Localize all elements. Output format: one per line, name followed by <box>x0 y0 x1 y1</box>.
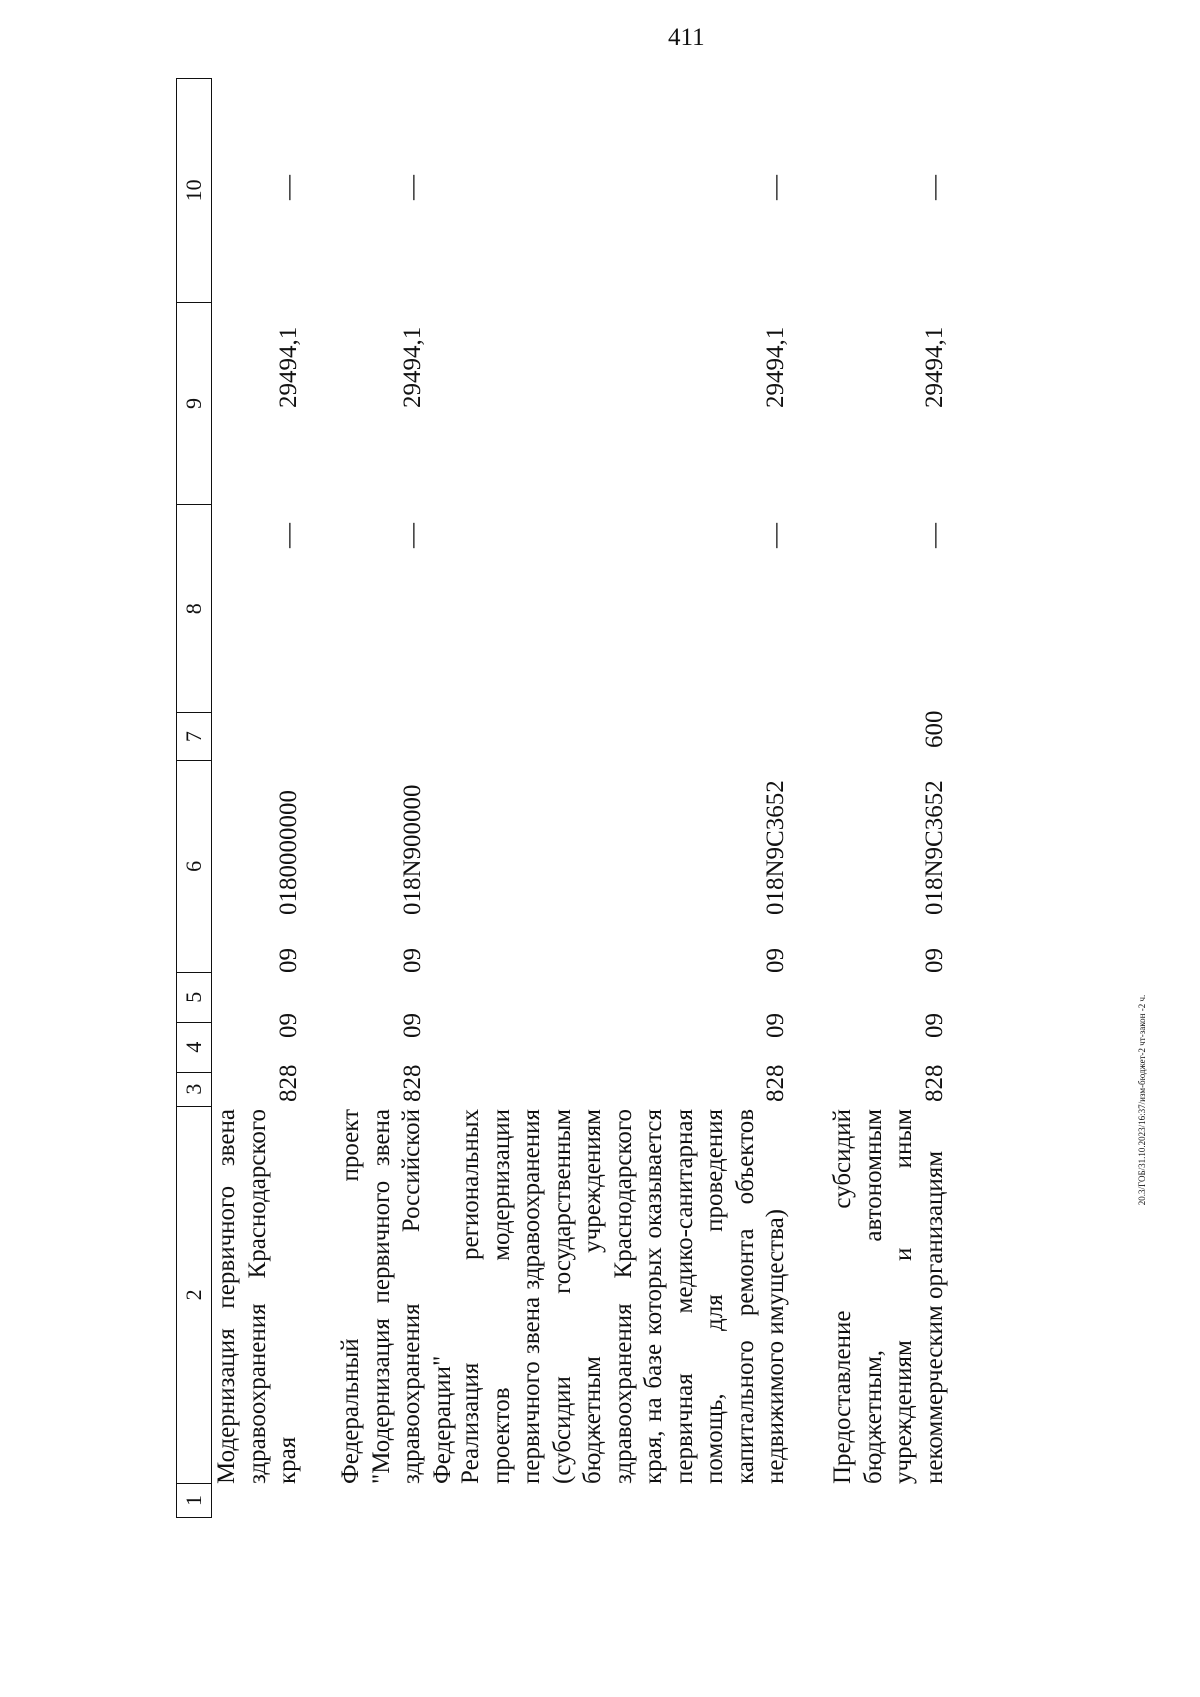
page-number: 411 <box>668 24 705 51</box>
row-col-9: 29494,1 <box>921 326 948 408</box>
table-header-row <box>176 78 212 1518</box>
row-col-4: 09 <box>399 1013 426 1038</box>
header-col-3: 3 <box>177 1072 211 1106</box>
row-col-6: 018N9С3652 <box>762 780 789 915</box>
row-name: Реализация региональных проектов модернизации первичного звена здравоохранения (субсидии государственным бюджетным учреждениям здравоохранения Краснодарского края, на базе которых оказывается первичная медико-санитарная помощь, для проведения капитального ремонта объектов недвижимого имущества) <box>457 1109 789 1484</box>
header-col-5: 5 <box>177 972 211 1022</box>
row-col-6: 018N9С3652 <box>921 780 948 915</box>
row-col-5: 09 <box>399 948 426 973</box>
row-col-6: 0180000000 <box>275 790 302 915</box>
row-name: Федеральный проект "Модернизация первичного звена здравоохранения Российской Федерации" <box>337 1109 456 1484</box>
header-col-4: 4 <box>177 1022 211 1072</box>
row-col-4: 09 <box>275 1013 302 1038</box>
row-col-4: 09 <box>921 1013 948 1038</box>
row-col-3: 828 <box>399 1064 426 1102</box>
header-col-2: 2 <box>177 1106 211 1483</box>
row-col-9: 29494,1 <box>762 326 789 408</box>
row-col-3: 828 <box>921 1064 948 1102</box>
header-col-6: 6 <box>177 760 211 972</box>
row-col-6: 018N900000 <box>399 784 426 915</box>
header-col-7: 7 <box>177 712 211 760</box>
row-col-8: — <box>399 523 426 548</box>
row-col-3: 828 <box>762 1064 789 1102</box>
row-col-5: 09 <box>762 948 789 973</box>
row-col-8: — <box>921 523 948 548</box>
row-col-5: 09 <box>921 948 948 973</box>
header-col-1: 1 <box>177 1483 211 1517</box>
row-col-10: — <box>275 175 302 200</box>
header-col-9: 9 <box>177 302 211 505</box>
document-footer-code: 20.3/ГОБ/31.10.2023/16:37/изм-бюджет-2 чт-закон -2 ч. <box>1137 994 1147 1206</box>
header-col-8: 8 <box>177 504 211 712</box>
header-col-10: 10 <box>181 179 206 202</box>
row-col-8: — <box>275 523 302 548</box>
row-col-9: 29494,1 <box>399 326 426 408</box>
row-col-9: 29494,1 <box>275 326 302 408</box>
row-col-5: 09 <box>275 948 302 973</box>
budget-table <box>176 78 1038 1518</box>
row-col-8: — <box>762 523 789 548</box>
row-col-3: 828 <box>275 1064 302 1102</box>
row-col-10: — <box>399 175 426 200</box>
row-col-10: — <box>762 175 789 200</box>
row-col-4: 09 <box>762 1013 789 1038</box>
row-name: Предоставление субсидий бюджетным, автономным учреждениям и иным некоммерческим организациям <box>829 1109 948 1484</box>
row-col-7: 600 <box>921 710 948 748</box>
row-name: Модернизация первичного звена здравоохранения Краснодарского края <box>213 1109 301 1484</box>
row-col-10: — <box>921 175 948 200</box>
